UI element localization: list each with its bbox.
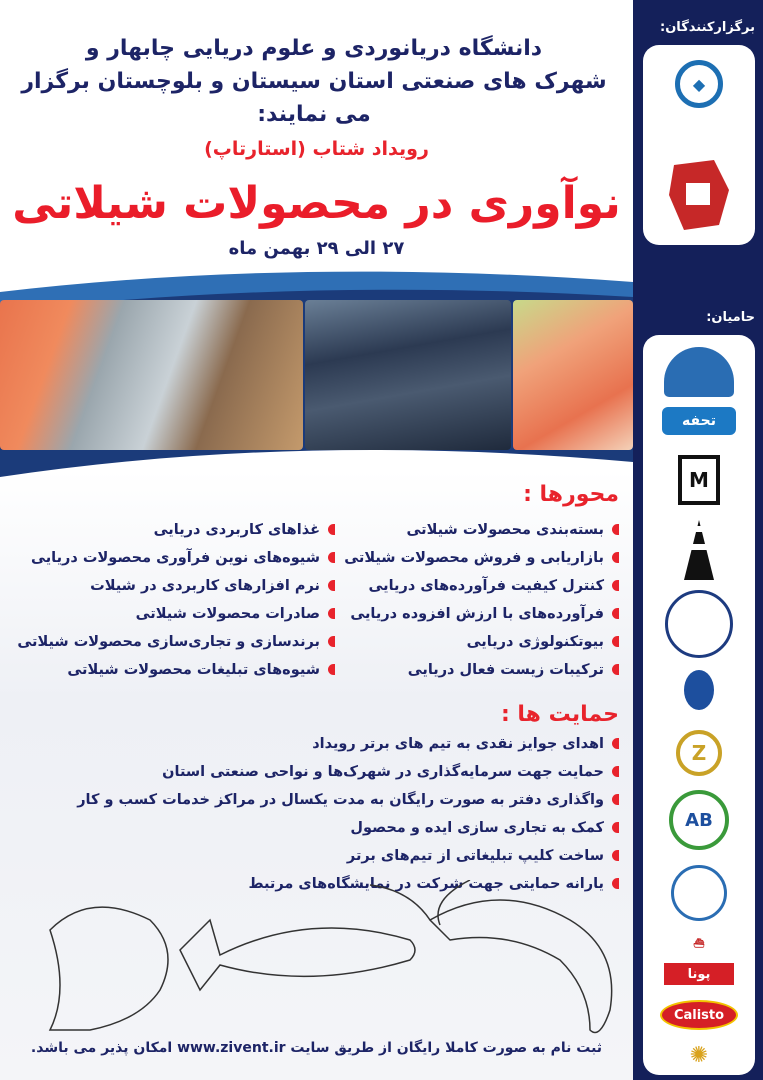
salmon-shrimp-photo	[0, 300, 303, 450]
heading-line-2: شهرک های صنعتی استان سیستان و بلوچستان برگزار می نمایند:	[21, 69, 607, 127]
sponsor-logo-blue-circle	[671, 865, 727, 921]
topic-item: کنترل کیفیت فرآورده‌های دریایی	[344, 572, 619, 600]
topic-item: بیوتکنولوژی دریایی	[344, 628, 619, 656]
sponsor-logo-applied-science	[684, 520, 714, 580]
heading-line-1: دانشگاه دریانوردی و علوم دریایی چابهار و	[85, 36, 543, 61]
sponsor-logo-wheat: ✺	[689, 1042, 709, 1068]
support-item: ساخت کلیپ تبلیغاتی از تیم‌های برتر	[77, 842, 619, 870]
fish-sketch	[180, 920, 415, 990]
cooked-shrimp-photo	[513, 300, 633, 450]
topic-item: شیوه‌های تبلیغات محصولات شیلاتی	[17, 656, 335, 684]
topic-item: فرآورده‌های با ارزش افزوده دریایی	[344, 600, 619, 628]
sponsor-logo-calisto: Calisto	[660, 1000, 738, 1030]
organizers-heading	[9, 32, 619, 131]
topic-item: غذاهای کاربردی دریایی	[17, 516, 335, 544]
supports-list	[77, 730, 619, 898]
topic-item: بسته‌بندی محصولات شیلاتی	[344, 516, 619, 544]
organizers-label: برگزارکنندگان:	[660, 20, 755, 35]
support-item: کمک به تجاری سازی ایده و محصول	[77, 814, 619, 842]
supports-heading: حمایت ها :	[500, 702, 619, 727]
support-item: اهدای جوایز نقدی به تیم های برتر رویداد	[77, 730, 619, 758]
event-title: نوآوری در محصولات شیلاتی	[12, 178, 621, 229]
sponsors-label: حامیان:	[706, 310, 755, 325]
tuna-photo	[305, 300, 511, 450]
organizers-box	[643, 45, 755, 245]
sponsor-logo-green-circle: AB	[669, 790, 729, 850]
sponsor-logo-chabahar-shipping: ⛴	[693, 939, 705, 949]
support-item: واگذاری دفتر به صورت رایگان به مدت یکسال در مراکز خدمات کسب و کار	[77, 786, 619, 814]
sponsor-logo-university-m: M	[678, 455, 720, 505]
shrimp-sketch	[430, 900, 612, 1033]
topic-item: صادرات محصولات شیلاتی	[17, 600, 335, 628]
topic-item: بازاریابی و فروش محصولات شیلاتی	[344, 544, 619, 572]
event-subtitle: رویداد شتاب (استارتاپ)	[204, 138, 429, 160]
topics-heading: محورها :	[523, 482, 619, 507]
sidebar	[633, 0, 763, 1080]
topic-item: ترکیبات زیست فعال دریایی	[344, 656, 619, 684]
topic-item: برندسازی و تجاری‌سازی محصولات شیلاتی	[17, 628, 335, 656]
registration-note: ثبت نام به صورت کاملا رایگان از طریق سایت www.zivent.ir امکان پذیر می باشد.	[30, 1040, 603, 1056]
sponsor-logo-pouna: پونا	[664, 963, 734, 985]
sponsor-logo-tohfe: تحفه	[662, 407, 736, 435]
sponsor-logo-research-institute	[684, 670, 714, 710]
sponsor-logo-industrial-waves	[664, 347, 734, 397]
topics-list-right	[344, 516, 619, 684]
university-logo-caption	[654, 113, 744, 135]
sponsors-box	[643, 335, 755, 1075]
topics-list-left	[17, 516, 335, 684]
fish-steak-sketch	[50, 907, 168, 1030]
topic-item: نرم افزارهای کاربردی در شیلات	[17, 572, 335, 600]
industrial-towns-logo	[664, 155, 734, 235]
seafood-sketch-illustration	[30, 880, 630, 1040]
support-item: حمایت جهت سرمایه‌گذاری در شهرک‌ها و نواحی صنعتی استان	[77, 758, 619, 786]
sponsor-logo-gold-z: Z	[676, 730, 722, 776]
topic-item: شیوه‌های نوین فرآوری محصولات دریایی	[17, 544, 335, 572]
sponsor-logo-international-university	[665, 590, 733, 658]
support-item: یارانه حمایتی جهت شرکت در نمایشگاه‌های مرتبط	[77, 870, 619, 898]
event-date: ۲۷ الی ۲۹ بهمن ماه	[228, 238, 405, 259]
university-logo: ◆	[675, 60, 723, 108]
